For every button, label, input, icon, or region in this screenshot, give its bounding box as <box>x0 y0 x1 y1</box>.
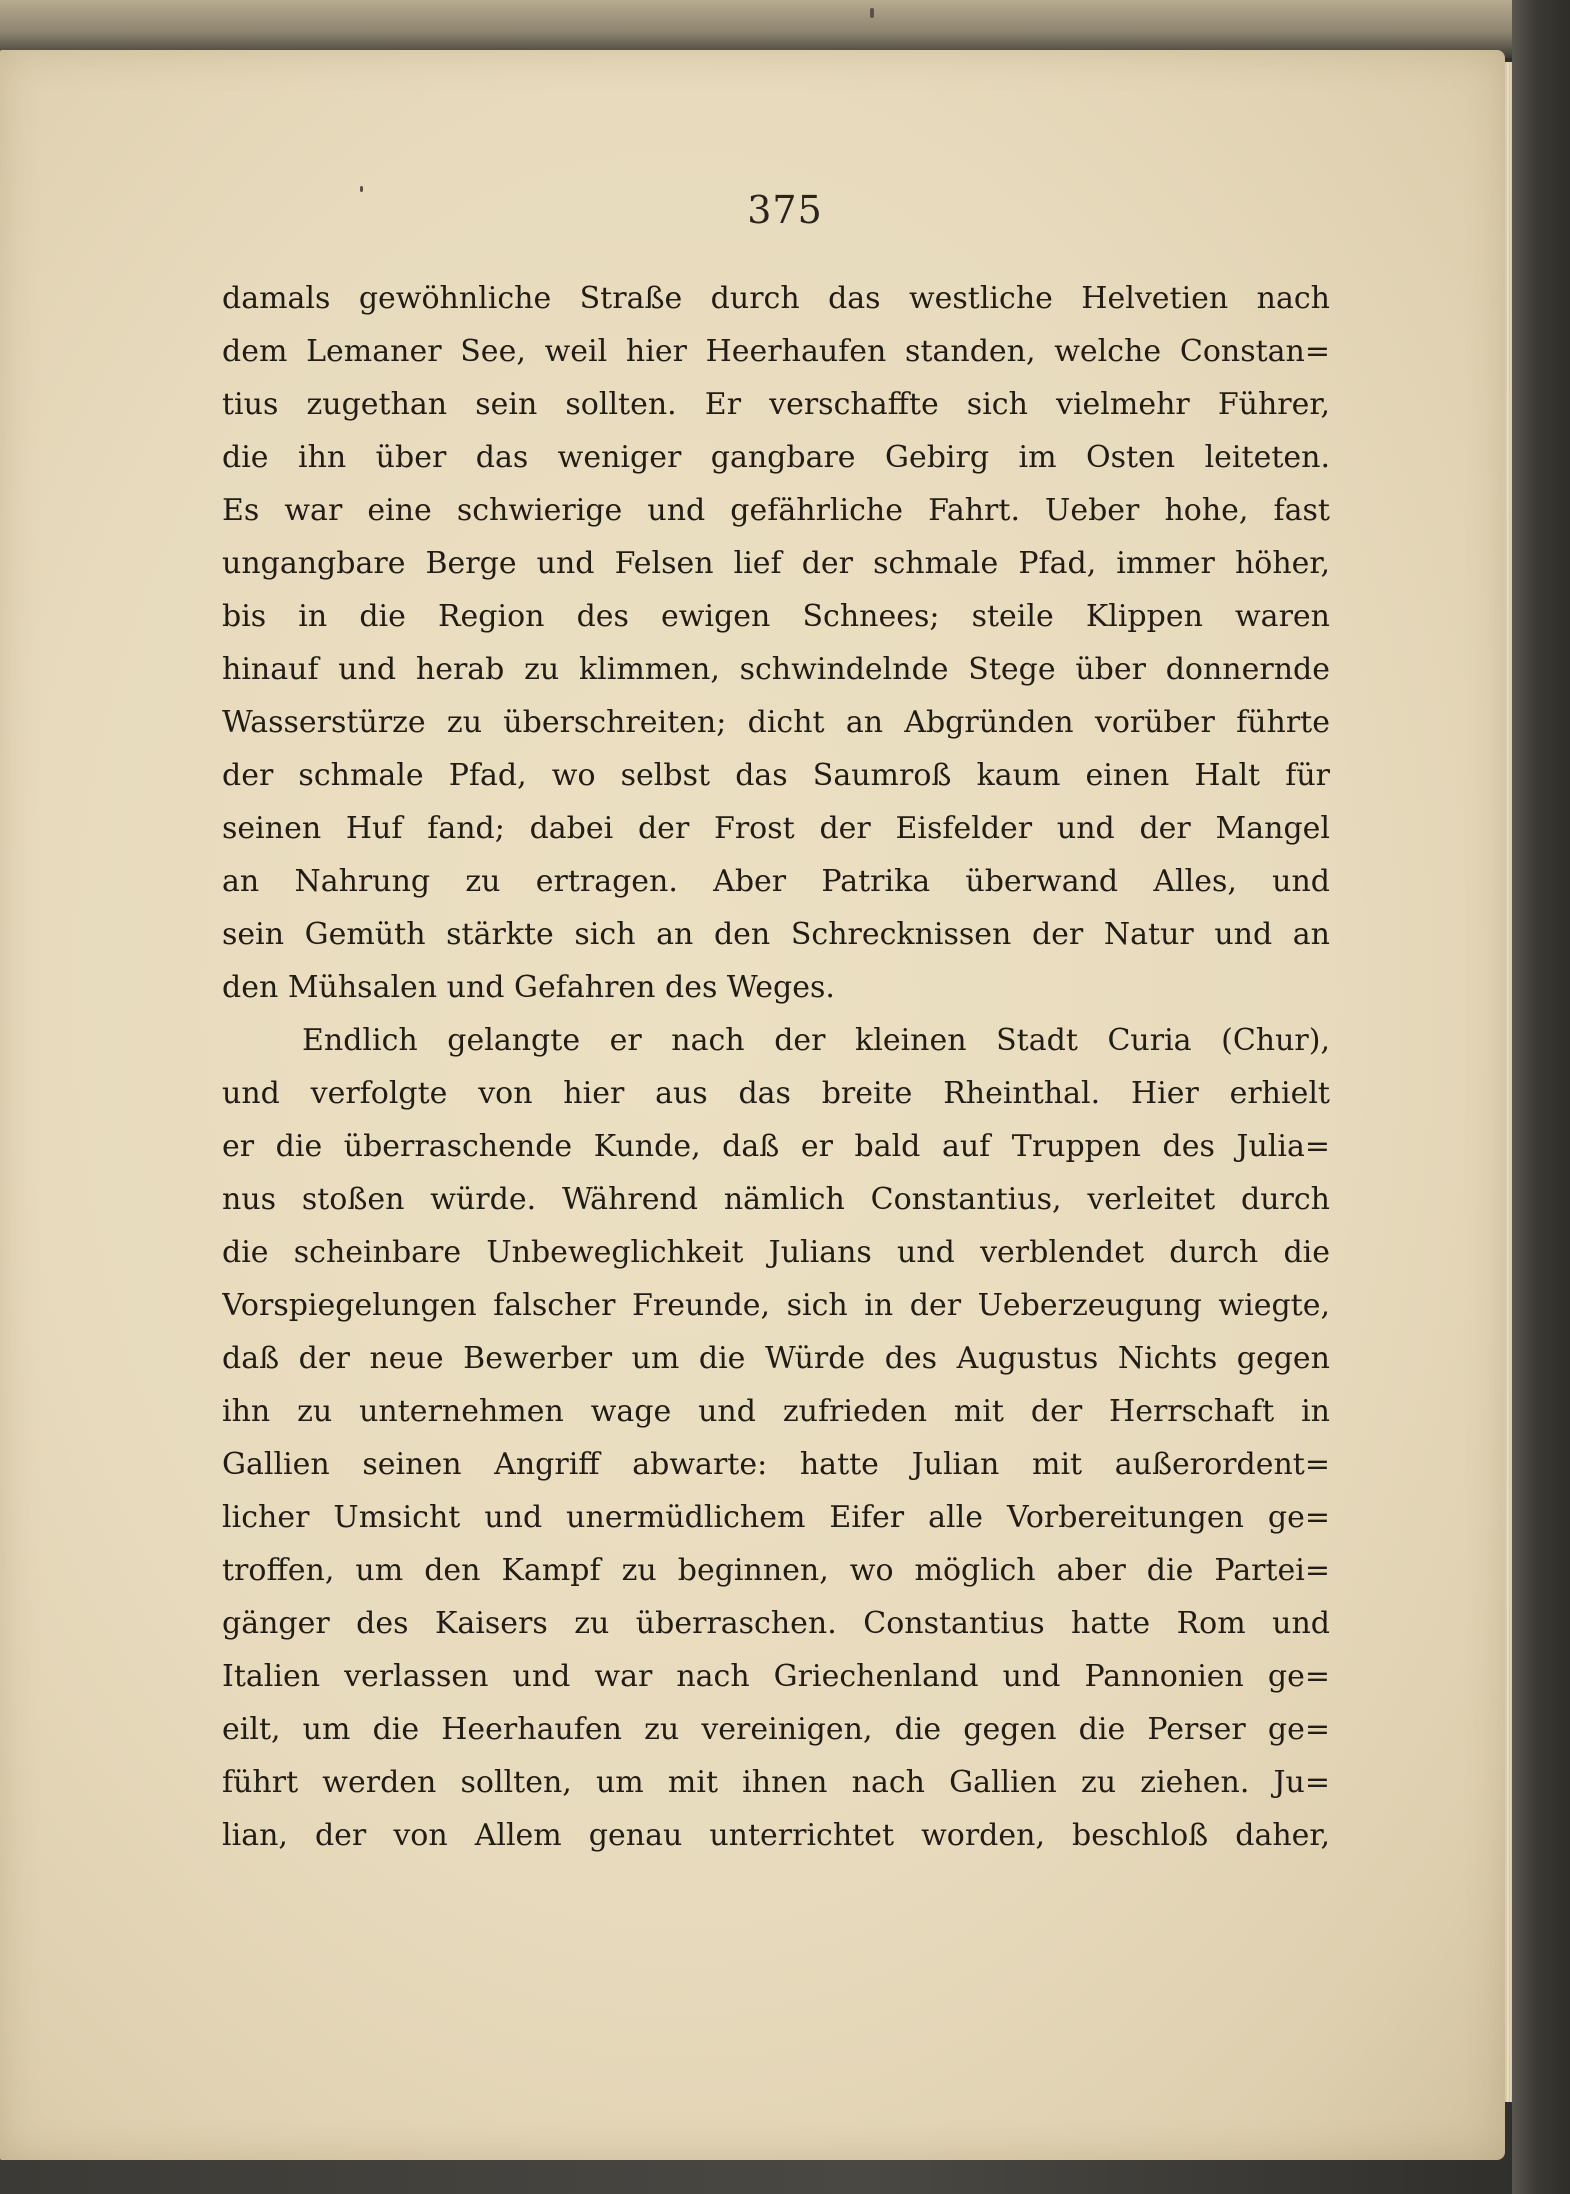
text-line: ungangbare Berge und Felsen lief der schmale Pfad, immer höher, <box>222 546 1330 581</box>
text-line: dem Lemaner See, weil hier Heerhaufen standen, welche Constan= <box>222 334 1330 369</box>
text-line: Es war eine schwierige und gefährliche Fahrt. Ueber hohe, fast <box>222 493 1330 528</box>
text-line: führt werden sollten, um mit ihnen nach Gallien zu ziehen. Ju= <box>222 1765 1330 1800</box>
text-line: hinauf und herab zu klimmen, schwindelnde Stege über donnernde <box>222 652 1330 687</box>
text-line: troffen, um den Kampf zu beginnen, wo möglich aber die Partei= <box>222 1553 1330 1588</box>
page-number: 375 <box>747 188 823 232</box>
text-line: den Mühsalen und Gefahren des Weges. <box>222 970 835 1005</box>
text-line: ihn zu unternehmen wage und zufrieden mit der Herrschaft in <box>222 1394 1330 1429</box>
text-line: daß der neue Bewerber um die Würde des Augustus Nichts gegen <box>222 1341 1330 1376</box>
text-line: Vorspiegelungen falscher Freunde, sich in der Ueberzeugung wiegte, <box>222 1288 1330 1323</box>
text-line: damals gewöhnliche Straße durch das westliche Helvetien nach <box>222 281 1330 316</box>
text-block <box>222 272 1330 1862</box>
ink-speck <box>870 8 874 18</box>
text-line: gänger des Kaisers zu überraschen. Constantius hatte Rom und <box>222 1606 1330 1641</box>
text-line: Gallien seinen Angriff abwarte: hatte Julian mit außerordent= <box>222 1447 1330 1482</box>
text-line: an Nahrung zu ertragen. Aber Patrika überwand Alles, und <box>222 864 1330 899</box>
text-line: bis in die Region des ewigen Schnees; steile Klippen waren <box>222 599 1330 634</box>
text-line: lian, der von Allem genau unterrichtet worden, beschloß daher, <box>222 1818 1330 1853</box>
text-line: seinen Huf fand; dabei der Frost der Eisfelder und der Mangel <box>222 811 1330 846</box>
text-line: sein Gemüth stärkte sich an den Schrecknissen der Natur und an <box>222 917 1330 952</box>
text-line: Wasserstürze zu überschreiten; dicht an Abgründen vorüber führte <box>222 705 1330 740</box>
book-cover-edge <box>1512 0 1570 2194</box>
text-line: er die überraschende Kunde, daß er bald auf Truppen des Julia= <box>222 1129 1330 1164</box>
text-line: Italien verlassen und war nach Griechenland und Pannonien ge= <box>222 1659 1330 1694</box>
text-line: licher Umsicht und unermüdlichem Eifer alle Vorbereitungen ge= <box>222 1500 1330 1535</box>
text-line: Endlich gelangte er nach der kleinen Stadt Curia (Chur), <box>302 1023 1330 1058</box>
text-line: tius zugethan sein sollten. Er verschaffte sich vielmehr Führer, <box>222 387 1330 422</box>
text-line: nus stoßen würde. Während nämlich Constantius, verleitet durch <box>222 1182 1330 1217</box>
text-line: die scheinbare Unbeweglichkeit Julians und verblendet durch die <box>222 1235 1330 1270</box>
text-line: und verfolgte von hier aus das breite Rheinthal. Hier erhielt <box>222 1076 1330 1111</box>
text-line: der schmale Pfad, wo selbst das Saumroß kaum einen Halt für <box>222 758 1330 793</box>
text-line: die ihn über das weniger gangbare Gebirg im Osten leiteten. <box>222 440 1330 475</box>
text-line: eilt, um die Heerhaufen zu vereinigen, die gegen die Perser ge= <box>222 1712 1330 1747</box>
